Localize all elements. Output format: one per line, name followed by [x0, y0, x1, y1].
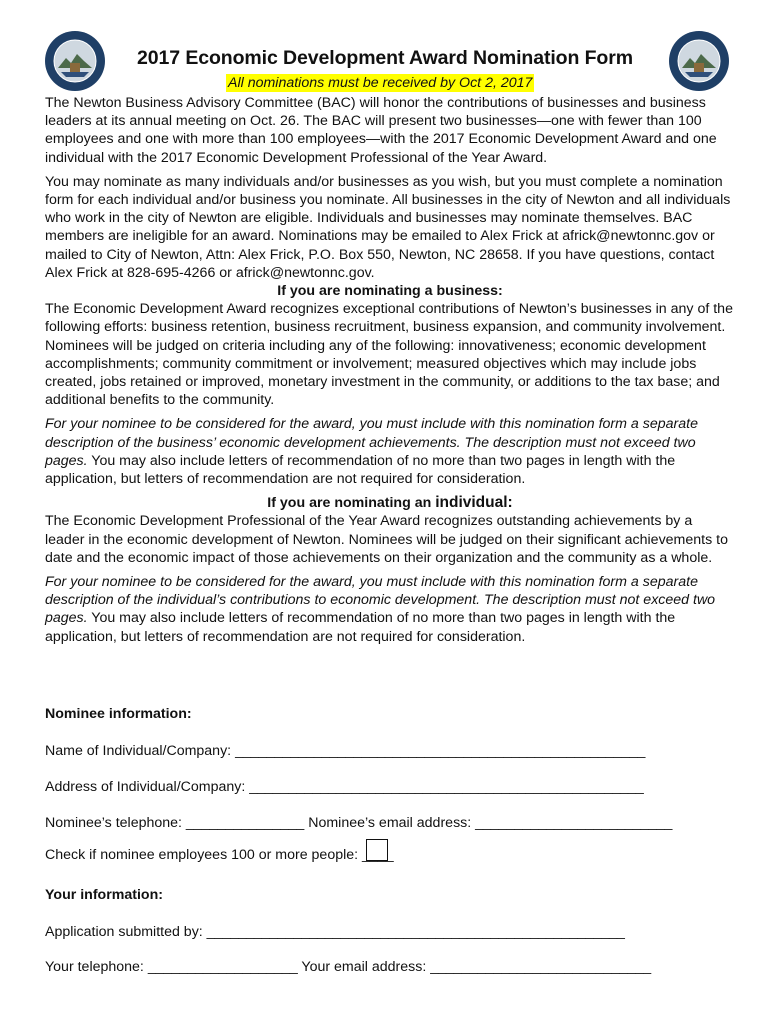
- business-description: The Economic Development Award recognizes exceptional contributions of Newton’s businesses in any of the following efforts: business retention, business recruitment, business expansion, and community involvement. Nominees will be judged on criteria including any of the following: innovativeness; economic development accomplishments; community commitment or involvement; measured objectives which may include jobs created, jobs retained or improved, monetary investment in the community, or additions to the tax base; and additional benefits to the community.: [45, 301, 733, 409]
- nominee-email-label: Nominee’s email address:: [304, 815, 476, 831]
- your-phone-label: Your telephone:: [45, 959, 148, 975]
- business-requirement-plain: You may also include letters of recommendation of no more than two pages in length with the application, but letters of recommendation are not required for consideration.: [45, 452, 676, 488]
- submitted-by-row: [45, 924, 625, 940]
- business-heading: If you are nominating a business:: [277, 283, 503, 300]
- deadline-notice: All nominations must be received by Oct 2, 2017: [228, 75, 533, 91]
- nominee-info-heading: Nominee information:: [45, 706, 192, 722]
- individual-heading: [45, 494, 735, 512]
- form-body: [45, 94, 735, 652]
- individual-requirements: [45, 573, 735, 646]
- individual-heading-word: individual:: [435, 494, 513, 512]
- submitted-by-label: Application submitted by:: [45, 924, 207, 940]
- your-info-heading: Your information:: [45, 887, 163, 903]
- nominee-email-field[interactable]: _________________________: [475, 815, 673, 831]
- nominee-contact-row: [45, 815, 672, 831]
- individual-heading-pre: If you are nominating an: [267, 495, 436, 512]
- individual-requirement-italic: For your nominee to be considered for the award, you must include with this nomination form a separate description of the individual’s contributions to economic development. The description must not exceed two pages.: [45, 574, 716, 627]
- nominee-address-field[interactable]: __________________________________________________: [249, 779, 644, 795]
- nominee-name-field[interactable]: ____________________________________________________: [235, 743, 646, 759]
- employees-check-label: Check if nominee employees 100 or more people:: [45, 847, 363, 863]
- business-requirement-italic: For your nominee to be considered for the award, you must include with this nomination form a separate description of the business’ economic development achievements. The description must not exceed two pages.: [45, 416, 698, 469]
- your-email-field[interactable]: ____________________________: [430, 959, 652, 975]
- your-contact-row: [45, 959, 651, 975]
- individual-requirement-plain: You may also include letters of recommendation of no more than two pages in length with the application, but letters of recommendation are not required for consideration.: [45, 610, 676, 645]
- your-phone-field[interactable]: ___________________: [147, 959, 298, 975]
- nominee-address-label: Address of Individual/Company:: [45, 779, 250, 795]
- employees-check-line: ____: [362, 847, 394, 863]
- individual-description: The Economic Development Professional of the Year Award recognizes outstanding achievements by a leader in the economic development of Newton. Nominees will be judged on their significant achievements to date and the economic impact of those achievements on their organization and the community as a whole.: [45, 513, 728, 566]
- your-email-label: Your email address:: [297, 959, 431, 975]
- submitted-by-field[interactable]: _____________________________________________________: [206, 924, 625, 940]
- nominee-name-row: [45, 743, 645, 759]
- employees-checkbox[interactable]: [366, 839, 388, 861]
- page-title: 2017 Economic Development Award Nomination Form: [137, 47, 633, 69]
- nominee-employees-row: [45, 847, 394, 863]
- intro-paragraph-2: You may nominate as many individuals and/or businesses as you wish, but you must complete a nomination form for each individual and/or business you nominate. All businesses in the city of Newton and all individuals who work in the city of Newton are eligible. Individuals and businesses may nominate themselves. BAC members are ineligible for an award. Nominations may be emailed to Alex Frick at africk@newtonnc.gov or mailed to City of Newton, Attn: Alex Frick, P.O. Box 550, Newton, NC 28658. If you have questions, contact Alex Frick at 828-695-4266 or africk@newtonnc.gov.: [45, 173, 731, 281]
- nominee-phone-field[interactable]: _______________: [185, 815, 305, 831]
- nominee-address-row: [45, 779, 644, 795]
- nominee-phone-label: Nominee’s telephone:: [45, 815, 186, 831]
- business-requirements: [45, 415, 735, 488]
- intro-paragraph-1: The Newton Business Advisory Committee (BAC) will honor the contributions of businesses and business leaders at its annual meeting on Oct. 26. The BAC will present two businesses—one with fewer than 100 employees and one with more than 100 employees—with the 2017 Economic Development Award and one individual with the 2017 Economic Development Professional of the Year Award.: [45, 95, 717, 166]
- nominee-name-label: Name of Individual/Company:: [45, 743, 236, 759]
